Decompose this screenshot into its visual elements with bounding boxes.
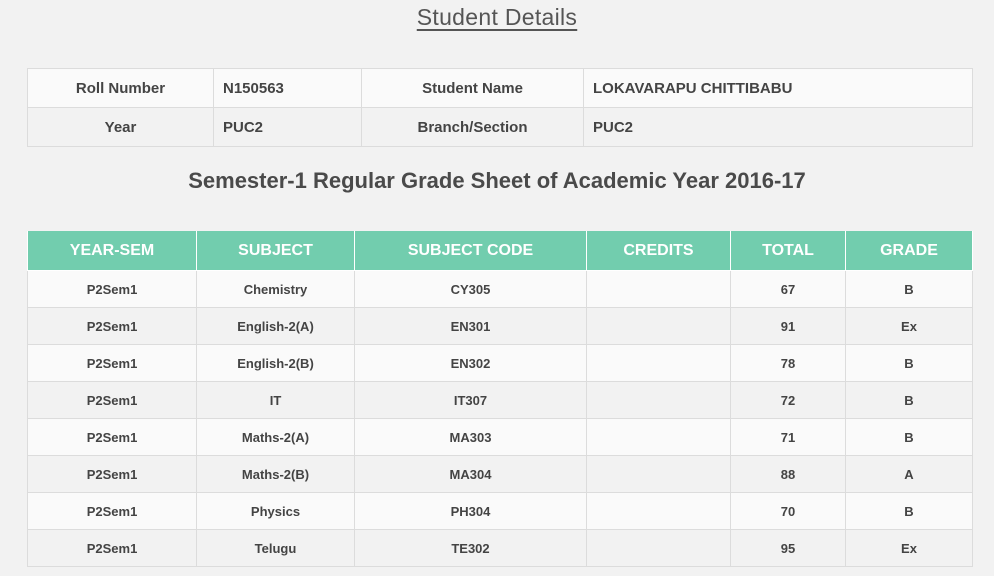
table-row bbox=[28, 530, 973, 567]
roll-number-value: N150563 bbox=[214, 69, 362, 108]
header-grade: GRADE bbox=[846, 231, 973, 271]
table-row bbox=[28, 456, 973, 493]
grade-table bbox=[27, 231, 973, 567]
header-total: TOTAL bbox=[731, 231, 846, 271]
cell-subject: Maths-2(B) bbox=[197, 456, 355, 493]
cell-subject-code: EN301 bbox=[355, 308, 587, 345]
student-name-value: LOKAVARAPU CHITTIBABU bbox=[584, 69, 973, 108]
cell-credits bbox=[587, 456, 731, 493]
cell-credits bbox=[587, 419, 731, 456]
cell-year-sem: P2Sem1 bbox=[28, 271, 197, 308]
cell-total: 67 bbox=[731, 271, 846, 308]
cell-subject: Telugu bbox=[197, 530, 355, 567]
cell-total: 95 bbox=[731, 530, 846, 567]
table-row bbox=[28, 382, 973, 419]
cell-grade: Ex bbox=[846, 530, 973, 567]
cell-grade: B bbox=[846, 345, 973, 382]
cell-total: 72 bbox=[731, 382, 846, 419]
cell-grade: B bbox=[846, 271, 973, 308]
branch-value: PUC2 bbox=[584, 108, 973, 147]
grade-sheet-heading: Semester-1 Regular Grade Sheet of Academic Year 2016-17 bbox=[188, 168, 806, 193]
cell-total: 91 bbox=[731, 308, 846, 345]
student-info-row bbox=[28, 69, 973, 108]
cell-year-sem: P2Sem1 bbox=[28, 456, 197, 493]
table-row bbox=[28, 271, 973, 308]
table-row bbox=[28, 345, 973, 382]
year-value: PUC2 bbox=[214, 108, 362, 147]
cell-total: 70 bbox=[731, 493, 846, 530]
cell-subject-code: TE302 bbox=[355, 530, 587, 567]
cell-total: 88 bbox=[731, 456, 846, 493]
cell-subject-code: PH304 bbox=[355, 493, 587, 530]
student-info-row bbox=[28, 108, 973, 147]
header-credits: CREDITS bbox=[587, 231, 731, 271]
table-row bbox=[28, 493, 973, 530]
student-info-table bbox=[27, 68, 973, 147]
cell-credits bbox=[587, 308, 731, 345]
cell-subject-code: IT307 bbox=[355, 382, 587, 419]
cell-credits bbox=[587, 530, 731, 567]
cell-year-sem: P2Sem1 bbox=[28, 308, 197, 345]
cell-year-sem: P2Sem1 bbox=[28, 419, 197, 456]
cell-subject-code: EN302 bbox=[355, 345, 587, 382]
cell-subject-code: CY305 bbox=[355, 271, 587, 308]
branch-label: Branch/Section bbox=[362, 108, 584, 147]
table-row bbox=[28, 419, 973, 456]
cell-credits bbox=[587, 345, 731, 382]
cell-subject: IT bbox=[197, 382, 355, 419]
cell-credits bbox=[587, 382, 731, 419]
cell-year-sem: P2Sem1 bbox=[28, 530, 197, 567]
cell-grade: Ex bbox=[846, 308, 973, 345]
cell-year-sem: P2Sem1 bbox=[28, 345, 197, 382]
roll-number-label: Roll Number bbox=[28, 69, 214, 108]
cell-credits bbox=[587, 271, 731, 308]
cell-credits bbox=[587, 493, 731, 530]
page-title: Student Details bbox=[416, 4, 578, 30]
cell-grade: B bbox=[846, 419, 973, 456]
header-year-sem: YEAR-SEM bbox=[28, 231, 197, 271]
year-label: Year bbox=[28, 108, 214, 147]
cell-subject: Chemistry bbox=[197, 271, 355, 308]
cell-grade: A bbox=[846, 456, 973, 493]
table-row bbox=[28, 308, 973, 345]
cell-subject: Physics bbox=[197, 493, 355, 530]
header-subject: SUBJECT bbox=[197, 231, 355, 271]
cell-subject: English-2(A) bbox=[197, 308, 355, 345]
cell-subject-code: MA304 bbox=[355, 456, 587, 493]
cell-year-sem: P2Sem1 bbox=[28, 493, 197, 530]
cell-total: 78 bbox=[731, 345, 846, 382]
cell-subject-code: MA303 bbox=[355, 419, 587, 456]
cell-subject: Maths-2(A) bbox=[197, 419, 355, 456]
cell-grade: B bbox=[846, 382, 973, 419]
cell-year-sem: P2Sem1 bbox=[28, 382, 197, 419]
cell-subject: English-2(B) bbox=[197, 345, 355, 382]
header-subject-code: SUBJECT CODE bbox=[355, 231, 587, 271]
cell-total: 71 bbox=[731, 419, 846, 456]
grade-table-header-row bbox=[28, 231, 973, 271]
cell-grade: B bbox=[846, 493, 973, 530]
student-name-label: Student Name bbox=[362, 69, 584, 108]
